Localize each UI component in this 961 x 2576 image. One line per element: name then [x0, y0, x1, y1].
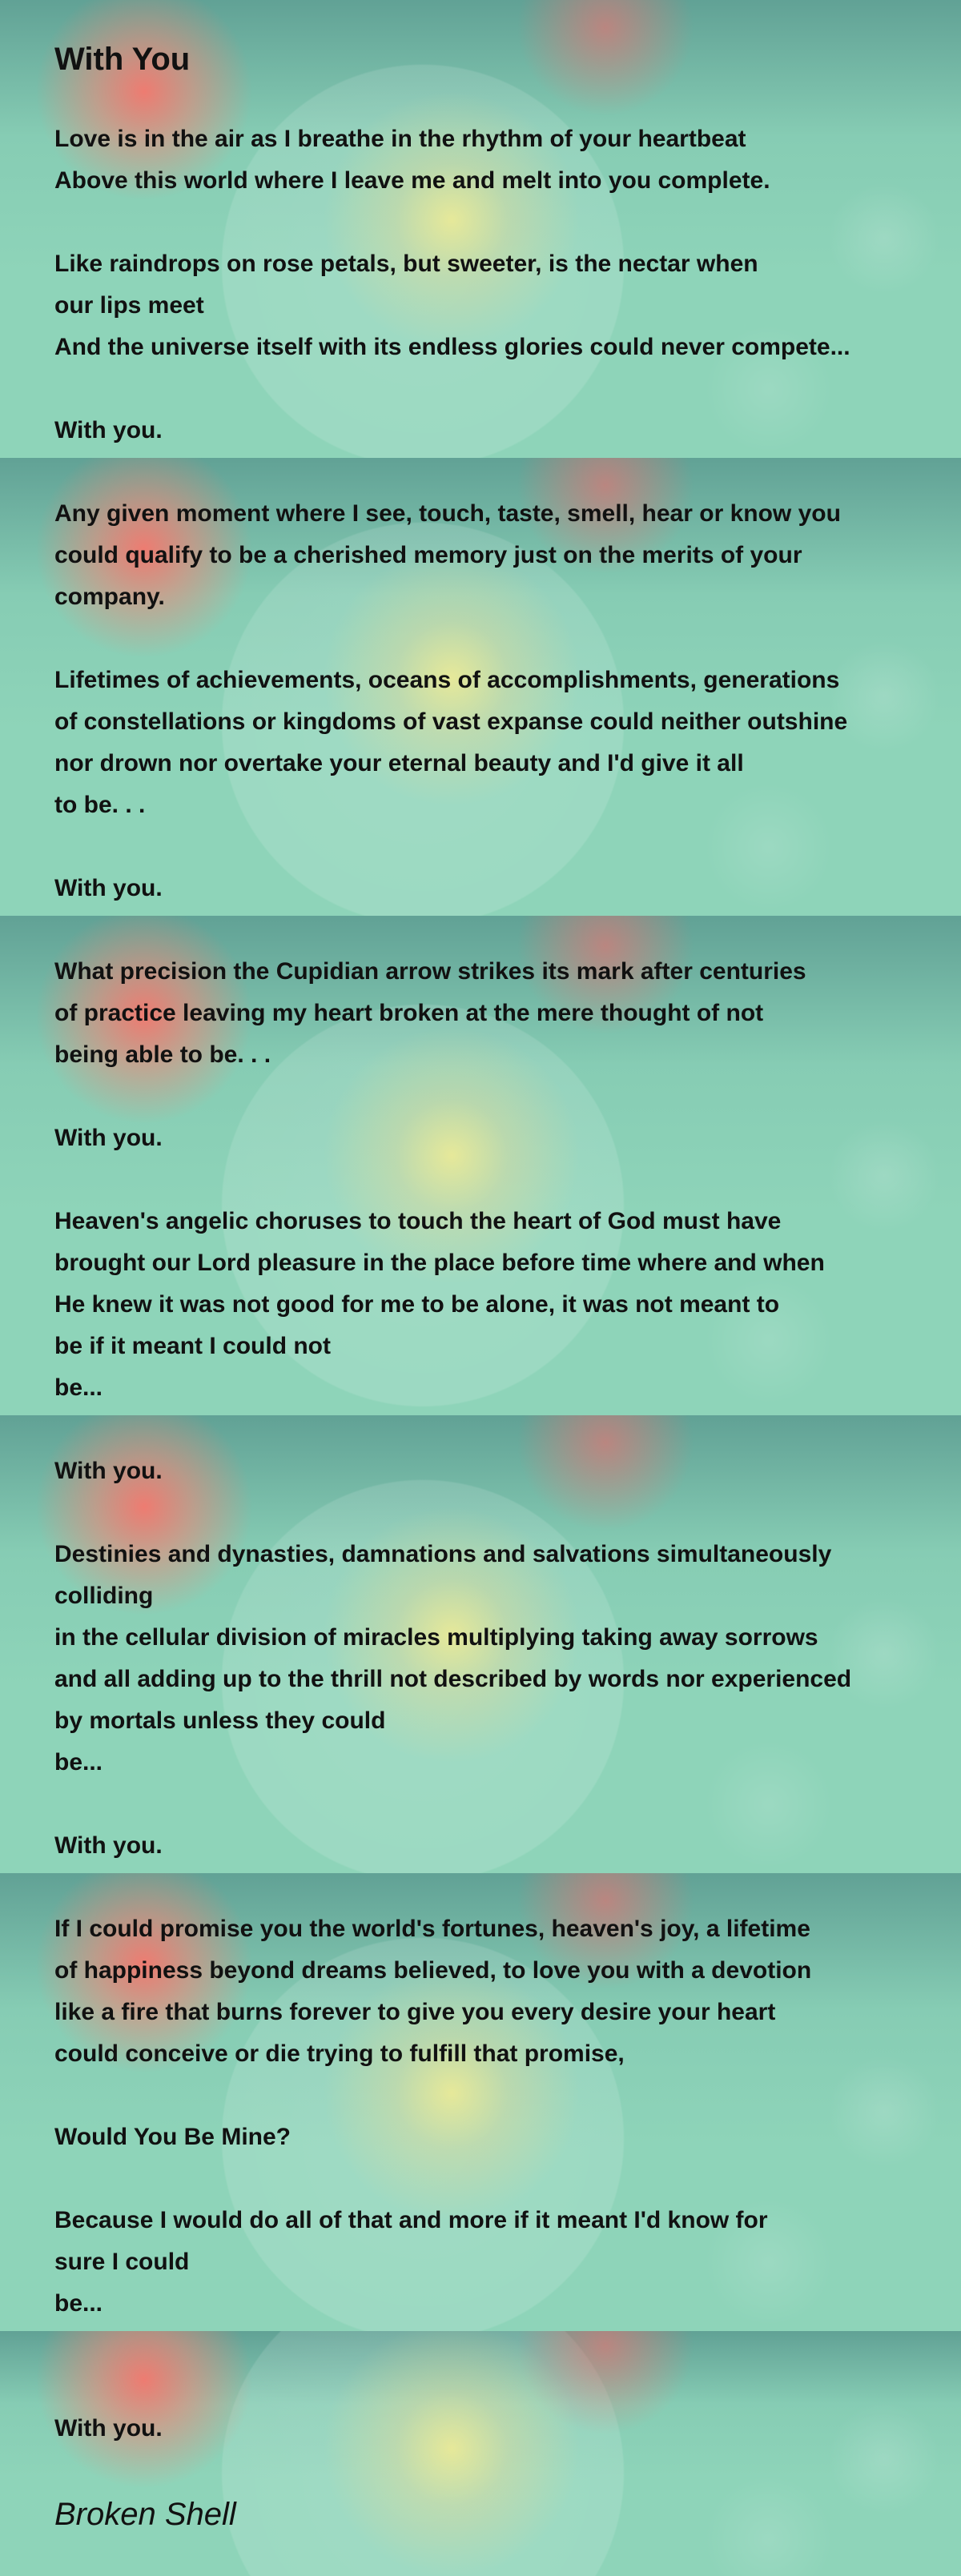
poem-line: sure I could — [54, 2249, 190, 2275]
poem-line: With you. — [54, 875, 163, 901]
poem-line: colliding — [54, 1583, 154, 1609]
poem-line: Above this world where I leave me and melt into you complete. — [54, 167, 770, 194]
poem-line: Destinies and dynasties, damnations and salvations simultaneously — [54, 1541, 832, 1567]
poem-line: and all adding up to the thrill not described by words nor experienced — [54, 1666, 852, 1692]
poem-line: With you. — [54, 1125, 163, 1151]
poem-line: With you. — [54, 1458, 163, 1484]
poem-line: could qualify to be a cherished memory just on the merits of your — [54, 542, 802, 568]
poem-line: With you. — [54, 1832, 163, 1859]
poem-line: What precision the Cupidian arrow strikes its mark after centuries — [54, 958, 806, 985]
poem-line: And the universe itself with its endless glories could never compete... — [54, 334, 850, 360]
poem-line: in the cellular division of miracles multiplying taking away sorrows — [54, 1624, 818, 1651]
poem-line: company. — [54, 584, 165, 610]
poem-author: Broken Shell — [54, 2497, 236, 2532]
poem-line: brought our Lord pleasure in the place before time where and when — [54, 1250, 825, 1276]
poem-line: by mortals unless they could — [54, 1707, 386, 1734]
poem-line: be... — [54, 1749, 103, 1776]
poem-line: Lifetimes of achievements, oceans of accomplishments, generations — [54, 667, 840, 693]
poem-line: could conceive or die trying to fulfill that promise, — [54, 2040, 625, 2067]
bokeh-panel — [0, 2331, 961, 2576]
poem-line: of practice leaving my heart broken at the mere thought of not — [54, 1000, 764, 1026]
poem-line: With you. — [54, 417, 163, 443]
poem-line: nor drown nor overtake your eternal beauty and I'd give it all — [54, 750, 744, 776]
poem-line: Heaven's angelic choruses to touch the heart of God must have — [54, 1208, 782, 1234]
poem-line: He knew it was not good for me to be alone, it was not meant to — [54, 1291, 780, 1318]
poem-line: like a fire that burns forever to give you every desire your heart — [54, 1999, 776, 2025]
poem-line: Like raindrops on rose petals, but sweeter, is the nectar when — [54, 251, 758, 277]
poem-line: Would You Be Mine? — [54, 2124, 291, 2150]
poem-line: being able to be. . . — [54, 1041, 271, 1068]
poem-title: With You — [54, 42, 191, 77]
poem-line: of happiness beyond dreams believed, to love you with a devotion — [54, 1957, 812, 1984]
poem-line: Love is in the air as I breathe in the rhythm of your heartbeat — [54, 126, 746, 152]
poem-line: If I could promise you the world's fortunes, heaven's joy, a lifetime — [54, 1916, 810, 1942]
poem-line: With you. — [54, 2415, 163, 2442]
poem-line: be if it meant I could not — [54, 1333, 331, 1359]
poem-line: be... — [54, 2290, 103, 2317]
poem-line: to be. . . — [54, 792, 146, 818]
poem-line: be... — [54, 1374, 103, 1401]
poem-line: of constellations or kingdoms of vast expanse could neither outshine — [54, 708, 848, 735]
poem-line: Because I would do all of that and more if it meant I'd know for — [54, 2207, 768, 2233]
poem-line: our lips meet — [54, 292, 204, 319]
poem-line: Any given moment where I see, touch, taste, smell, hear or know you — [54, 500, 841, 527]
